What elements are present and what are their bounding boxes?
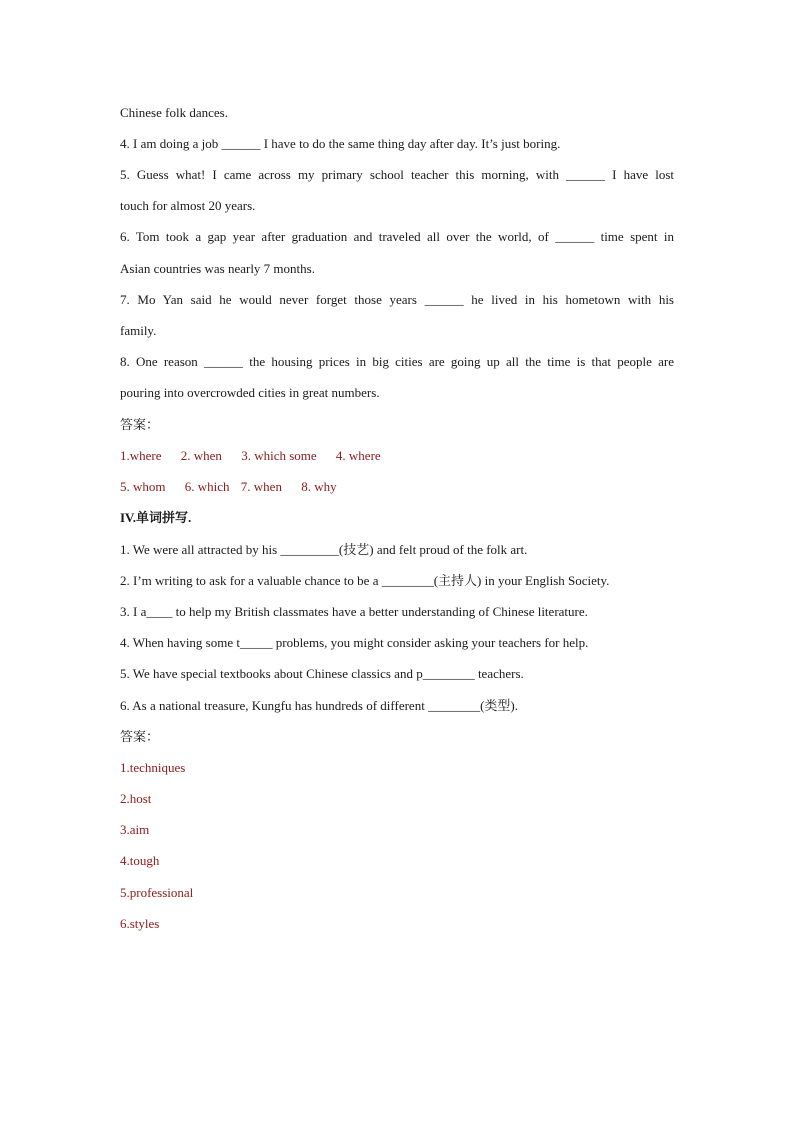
question-4: 4. I am doing a job ______ I have to do the same thing day after day. It’s just boring. bbox=[120, 136, 561, 151]
question-8-cont: pouring into overcrowded cities in great numbers. bbox=[120, 385, 380, 400]
answer-6: 6. which bbox=[184, 479, 230, 494]
question-5: 5. Guess what! I came across my primary school teacher this morning, with ______ I have lost bbox=[120, 167, 674, 182]
question-5-cont: touch for almost 20 years. bbox=[120, 198, 256, 213]
answer-3: 3. which some bbox=[241, 448, 317, 463]
spelling-question-2: 2. I’m writing to ask for a valuable chance to be a ________(主持人) in your English Society. bbox=[120, 573, 610, 588]
question-6: 6. Tom took a gap year after graduation and traveled all over the world, of ______ time spent in bbox=[120, 229, 674, 244]
spelling-question-6: 6. As a national treasure, Kungfu has hundreds of different ________(类型). bbox=[120, 698, 518, 713]
spelling-answer-6: 6.styles bbox=[120, 916, 160, 931]
answer-label: 答案： bbox=[120, 417, 160, 432]
spelling-answer-label: 答案： bbox=[120, 729, 160, 744]
spelling-question-3: 3. I a____ to help my British classmates have a better understanding of Chinese literature. bbox=[120, 604, 588, 619]
answers-row-1 bbox=[120, 448, 674, 464]
answer-2: 2. when bbox=[180, 448, 222, 463]
spelling-answer-5: 5.professional bbox=[120, 885, 194, 900]
question-8: 8. One reason ______ the housing prices in big cities are going up all the time is that people are bbox=[120, 354, 674, 369]
answer-5: 5. whom bbox=[120, 479, 166, 494]
question-7-cont: family. bbox=[120, 323, 157, 338]
answer-7: 7. when bbox=[240, 479, 282, 494]
continuation-text: Chinese folk dances. bbox=[120, 105, 228, 120]
spelling-answer-2: 2.host bbox=[120, 791, 152, 806]
spelling-answer-3: 3.aim bbox=[120, 822, 150, 837]
answer-4: 4. where bbox=[335, 448, 381, 463]
spelling-question-5: 5. We have special textbooks about Chinese classics and p________ teachers. bbox=[120, 666, 524, 681]
question-7: 7. Mo Yan said he would never forget those years ______ he lived in his hometown with his bbox=[120, 292, 674, 307]
answer-1: 1.where bbox=[120, 448, 162, 463]
question-6-cont: Asian countries was nearly 7 months. bbox=[120, 261, 315, 276]
spelling-question-4: 4. When having some t_____ problems, you might consider asking your teachers for help. bbox=[120, 635, 589, 650]
spelling-question-1: 1. We were all attracted by his _________(技艺) and felt proud of the folk art. bbox=[120, 542, 528, 557]
spelling-answer-1: 1.techniques bbox=[120, 760, 186, 775]
section-heading: IV.单词拼写. bbox=[120, 510, 192, 525]
spelling-answer-4: 4.tough bbox=[120, 853, 160, 868]
answers-row-2 bbox=[120, 479, 674, 495]
answer-8: 8. why bbox=[301, 479, 337, 494]
